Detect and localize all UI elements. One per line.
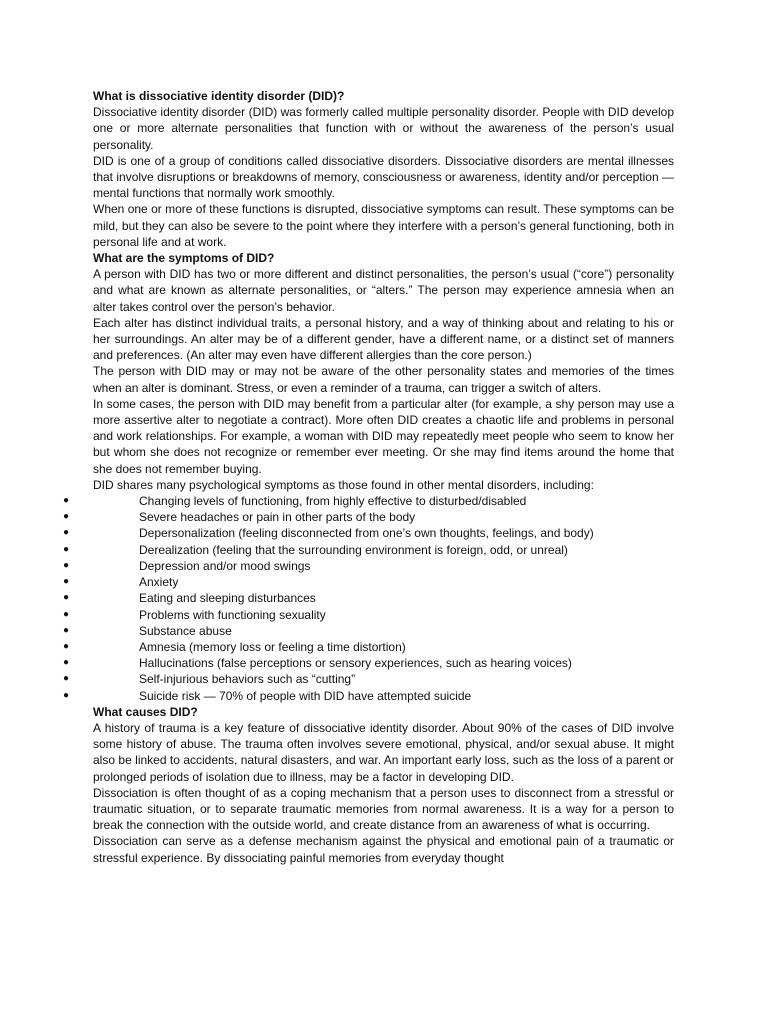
list-item-text: Changing levels of functioning, from highly effective to disturbed/disabled (139, 494, 527, 509)
list-item-text: Substance abuse (139, 623, 232, 638)
bullet-icon: ● (63, 511, 70, 523)
paragraph: DID shares many psychological symptoms as those found in other mental disorders, including: (93, 477, 594, 492)
list-item (63, 509, 674, 525)
bullet-icon: ● (63, 592, 70, 604)
paragraph: When one or more of these functions is disrupted, dissociative symptoms can result. These symptoms can be mild, but they can also be severe to the point where they interfere with a person’s general functioning, both in personal life and at work. (93, 202, 674, 249)
bullet-icon: ● (63, 527, 70, 539)
list-item (63, 542, 674, 558)
paragraph: In some cases, the person with DID may benefit from a particular alter (for example, a shy person may use a more assertive alter to negotiate a contract). More often DID creates a chaotic life and problems in personal and work relationships. For example, a woman with DID may repeatedly meet people who seem to know her but whom she does not recognize or remember ever meeting. Or she may find items around the home that she does not remember buying. (93, 396, 674, 476)
list-item (63, 558, 674, 574)
list-item (63, 607, 674, 623)
list-item-text: Amnesia (memory loss or feeling a time distortion) (139, 639, 406, 654)
list-item-text: Hallucinations (false perceptions or sensory experiences, such as hearing voices) (139, 656, 572, 671)
document-body (63, 88, 674, 866)
list-item-text: Self-injurious behaviors such as “cutting” (139, 672, 356, 687)
bullet-icon: ● (63, 689, 70, 701)
list-item-text: Depression and/or mood swings (139, 558, 311, 573)
list-item-text: Derealization (feeling that the surrounding environment is foreign, odd, or unreal) (139, 542, 568, 557)
list-item (63, 671, 674, 687)
list-item-text: Eating and sleeping disturbances (139, 591, 316, 606)
bullet-icon: ● (63, 559, 70, 571)
list-item (63, 493, 674, 509)
bullet-icon: ● (63, 576, 70, 588)
list-item (63, 623, 674, 639)
paragraph: DID is one of a group of conditions called dissociative disorders. Dissociative disorders are mental illnesses that involve disruptions or breakdowns of memory, consciousness or awareness, identity and/or perception — mental functions that normally work smoothly. (93, 153, 674, 201)
paragraph: Each alter has distinct individual traits, a personal history, and a way of thinking about and relating to his or her surroundings. An alter may be of a different gender, have a different name, or a distinct set of manners and preferences. (An alter may even have different allergies than the core person.) (93, 315, 674, 363)
bullet-icon: ● (63, 673, 70, 685)
paragraph: Dissociative identity disorder (DID) was formerly called multiple personality disorder. People with DID develop one or more alternate personalities that function with or without the awareness of the person’s usual personality. (93, 105, 674, 152)
list-item (63, 655, 674, 671)
bullet-icon: ● (63, 624, 70, 636)
list-item-text: Suicide risk — 70% of people with DID have attempted suicide (139, 688, 472, 703)
list-item (63, 525, 674, 541)
symptoms-list (63, 493, 674, 704)
paragraph: Dissociation is often thought of as a coping mechanism that a person uses to disconnect from a stressful or traumatic situation, or to separate traumatic memories from normal awareness. It is a way for a person to break the connection with the outside world, and create distance from an awareness of what is occurring. (93, 785, 674, 833)
list-item (63, 639, 674, 655)
section-heading-causes: What causes DID? (93, 704, 198, 719)
list-item-text: Severe headaches or pain in other parts of the body (139, 510, 416, 525)
bullet-icon: ● (63, 657, 70, 669)
section-heading-symptoms: What are the symptoms of DID? (93, 251, 275, 266)
list-item-text: Problems with functioning sexuality (139, 607, 326, 622)
bullet-icon: ● (63, 640, 70, 652)
bullet-icon: ● (63, 495, 70, 507)
paragraph: A history of trauma is a key feature of dissociative identity disorder. About 90% of the cases of DID involve some history of abuse. The trauma often involves severe emotional, physical, and/or sexual abuse. It might also be linked to accidents, natural disasters, and war. An important early loss, such as the loss of a parent or prolonged periods of isolation due to illness, may be a factor in developing DID. (93, 720, 674, 784)
paragraph: The person with DID may or may not be aware of the other personality states and memories of the times when an alter is dominant. Stress, or even a reminder of a trauma, can trigger a switch of alters. (93, 364, 674, 395)
section-heading-what-is-did: What is dissociative identity disorder (DID)? (93, 89, 345, 103)
list-item (63, 574, 674, 590)
list-item (63, 688, 674, 704)
list-item-text: Anxiety (139, 575, 179, 590)
bullet-icon: ● (63, 608, 70, 620)
list-item (63, 590, 674, 606)
paragraph: A person with DID has two or more different and distinct personalities, the person’s usual (“core”) personality and what are known as alternate personalities, or “alters.” The person may experience amnesia when an alter takes control over the person’s behavior. (93, 267, 674, 314)
bullet-icon: ● (63, 543, 70, 555)
list-item-text: Depersonalization (feeling disconnected from one’s own thoughts, feelings, and body) (139, 526, 594, 541)
paragraph: Dissociation can serve as a defense mechanism against the physical and emotional pain of a traumatic or stressful experience. By dissociating painful memories from everyday thought (93, 834, 674, 865)
